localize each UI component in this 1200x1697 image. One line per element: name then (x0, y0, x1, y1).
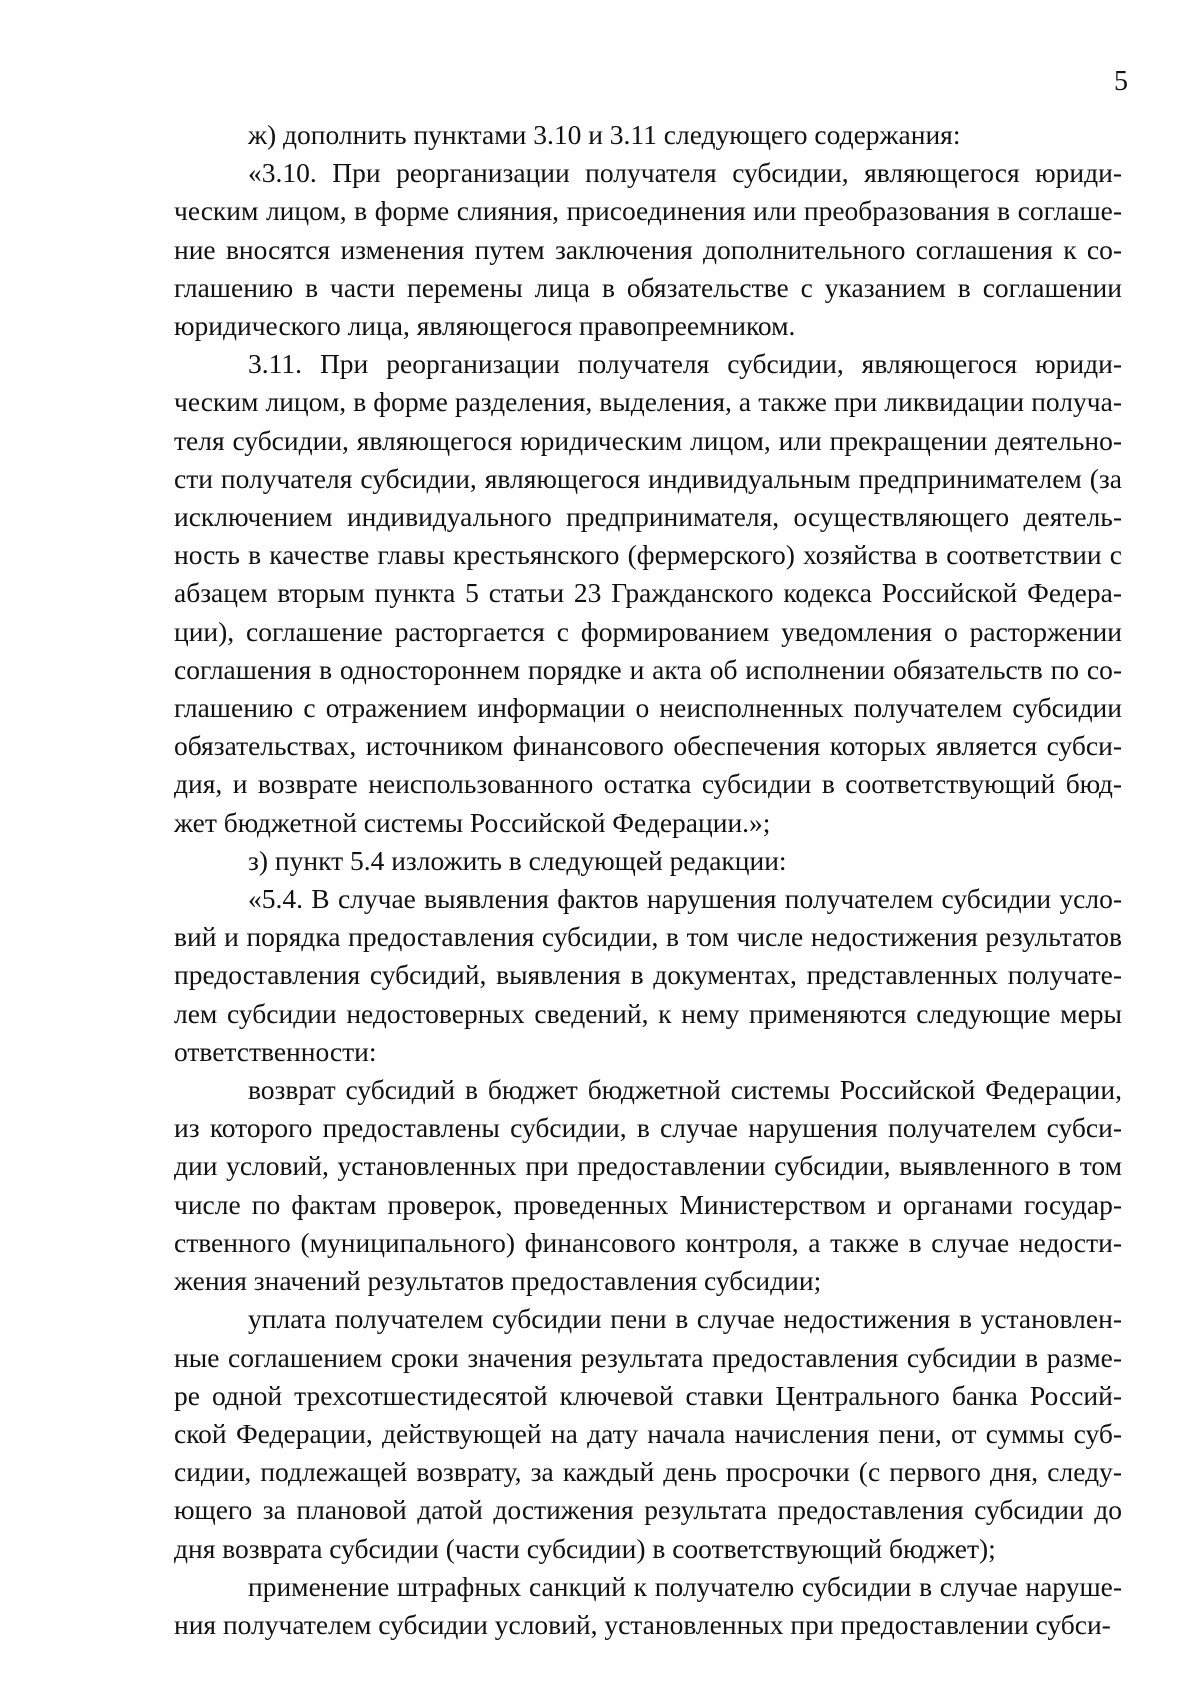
paragraph-penalty-payment: уплата получателем субсидии пени в случае недостижения в установленные соглашением сроки значения результата предоставления субсидии в размере одной трехсотшестидесятой ключевой ставки Центрального банка Российской Федерации, действующей на дату начала начисления пени, от суммы субсидии, подлежащей возврату, за каждый день просрочки (с первого дня, следующего за плановой датой достижения результата предоставления субсидии до дня возврата субсидии (части субсидии) в соответствующий бюджет); (174, 1303, 1122, 1564)
paragraph-amendment-z: з) пункт 5.4 изложить в следующей редакции: (248, 844, 787, 876)
paragraph-clause-3-10: «3.10. При реорганизации получателя субсидии, являющегося юридическим лицом, в форме слияния, присоединения или преобразования в соглашение вносятся изменения путем заключения дополнительного соглашения к соглашению в части перемены лица в обязательстве с указанием в соглашении юридического лица, являющегося правопреемником. (174, 157, 1122, 342)
document-body (174, 116, 1122, 1644)
paragraph-amendment-zh: ж) дополнить пунктами 3.10 и 3.11 следующего содержания: (248, 119, 961, 150)
paragraph-fine-sanctions: применение штрафных санкций к получателю субсидии в случае нарушения получателем субсидии условий, установленных при предоставлении субси- (174, 1570, 1122, 1640)
paragraph-clause-3-11: 3.11. При реорганизации получателя субсидии, являющегося юридическим лицом, в форме разделения, выделения, а также при ликвидации получателя субсидии, являющегося юридическим лицом, или прекращении деятельности получателя субсидии, являющегося индивидуальным предпринимателем (за исключением индивидуального предпринимателя, осуществляющего деятельность в качестве главы крестьянского (фермерского) хозяйства в соответствии с абзацем вторым пункта 5 статьи 23 Гражданского кодекса Российской Федерации), соглашение расторгается с формированием уведомления о расторжении соглашения в одностороннем порядке и акта об исполнении обязательств по соглашению с отражением информации о неисполненных получателем субсидии обязательствах, источником финансового обеспечения которых является субсидия, и возврате неиспользованного остатка субсидии в соответствующий бюджет бюджетной системы Российской Федерации.»; (174, 348, 1122, 838)
paragraph-subsidy-return: возврат субсидий в бюджет бюджетной системы Российской Федерации, из которого предоставлены субсидии, в случае нарушения получателем субсидии условий, установленных при предоставлении субсидии, выявленного в том числе по фактам проверок, проведенных Министерством и органами государственного (муниципального) финансового контроля, а также в случае недостижения значений результатов предоставления субсидии; (174, 1074, 1122, 1297)
page-number: 5 (1114, 66, 1128, 97)
paragraph-clause-5-4: «5.4. В случае выявления фактов нарушения получателем субсидии условий и порядка предоставления субсидии, в том числе недостижения результатов предоставления субсидий, выявления в документах, представленных получателем субсидии недостоверных сведений, к нему применяются следующие меры ответственности: (174, 883, 1122, 1067)
